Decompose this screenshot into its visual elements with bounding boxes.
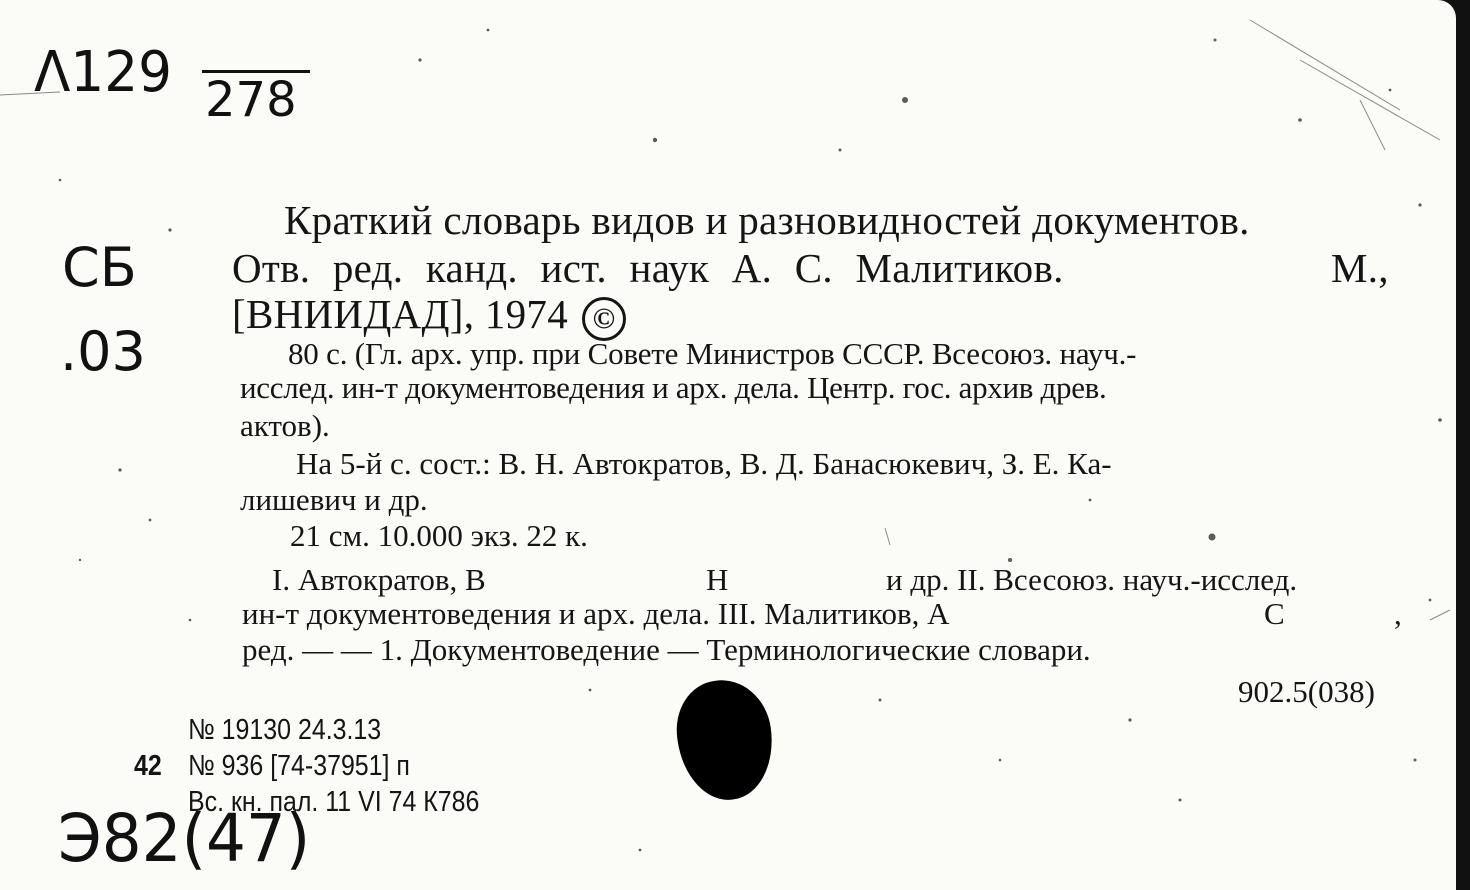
- tracing-3: ред. — — 1. Документоведение — Терминологические словари.: [242, 632, 1091, 667]
- tracing-2a: ин-т документоведения и арх. дела. III. Малитиков, А: [242, 596, 950, 631]
- physical-description: 21 см. 10.000 экз. 22 к.: [290, 518, 588, 553]
- shelf-mark-1: СБ: [62, 236, 137, 299]
- udc-number: 902.5(038): [1238, 674, 1375, 709]
- copyright-icon: ©: [582, 297, 626, 341]
- bottom-handwritten-mark: Э82(47): [58, 800, 311, 877]
- series-line-1: 80 с. (Гл. арх. упр. при Совете Министров СССР. Всесоюз. науч.-: [288, 336, 1137, 371]
- stamp-line-3: Вс. кн. пал. 11 VI 74 К786: [188, 786, 480, 818]
- shelf-mark-2: .03: [60, 320, 146, 383]
- entry-editor: Отв. ред. канд. ист. наук А. С. Малитиков.: [232, 245, 1064, 291]
- entry-place: М.,: [1331, 245, 1389, 291]
- entry-publisher: [232, 290, 626, 341]
- tracing-2c: ,: [1394, 596, 1402, 631]
- series-line-3: актов).: [240, 408, 330, 443]
- handwritten-call-number: [34, 40, 172, 105]
- call-mark-top: Λ129: [34, 40, 172, 105]
- tracing-1a: I. Автократов, В: [272, 562, 486, 597]
- entry-title: Краткий словарь видов и разновидностей документов.: [284, 197, 1250, 243]
- call-mark-fraction: 278: [205, 72, 297, 128]
- compilers-line-2: лишевич и др.: [240, 482, 428, 517]
- series-line-2: исслед. ин-т документоведения и арх. дела. Центр. гос. архив древ.: [240, 370, 1107, 405]
- tracing-2b: С: [1264, 596, 1285, 631]
- publisher-text: [ВНИИДАД], 1974: [232, 291, 569, 337]
- stamp-line-2: № 936 [74-37951] п: [188, 750, 410, 782]
- tracing-1b: Н: [706, 562, 729, 597]
- stamp-line-2-prefix: 42: [134, 750, 162, 782]
- stamp-line-1: № 19130 24.3.13: [188, 714, 382, 746]
- compilers-line-1: На 5-й с. сост.: В. Н. Автократов, В. Д. Банасюкевич, З. Е. Ка-: [296, 446, 1112, 481]
- tracing-1c: и др. II. Всесоюз. науч.-исслед.: [886, 562, 1298, 597]
